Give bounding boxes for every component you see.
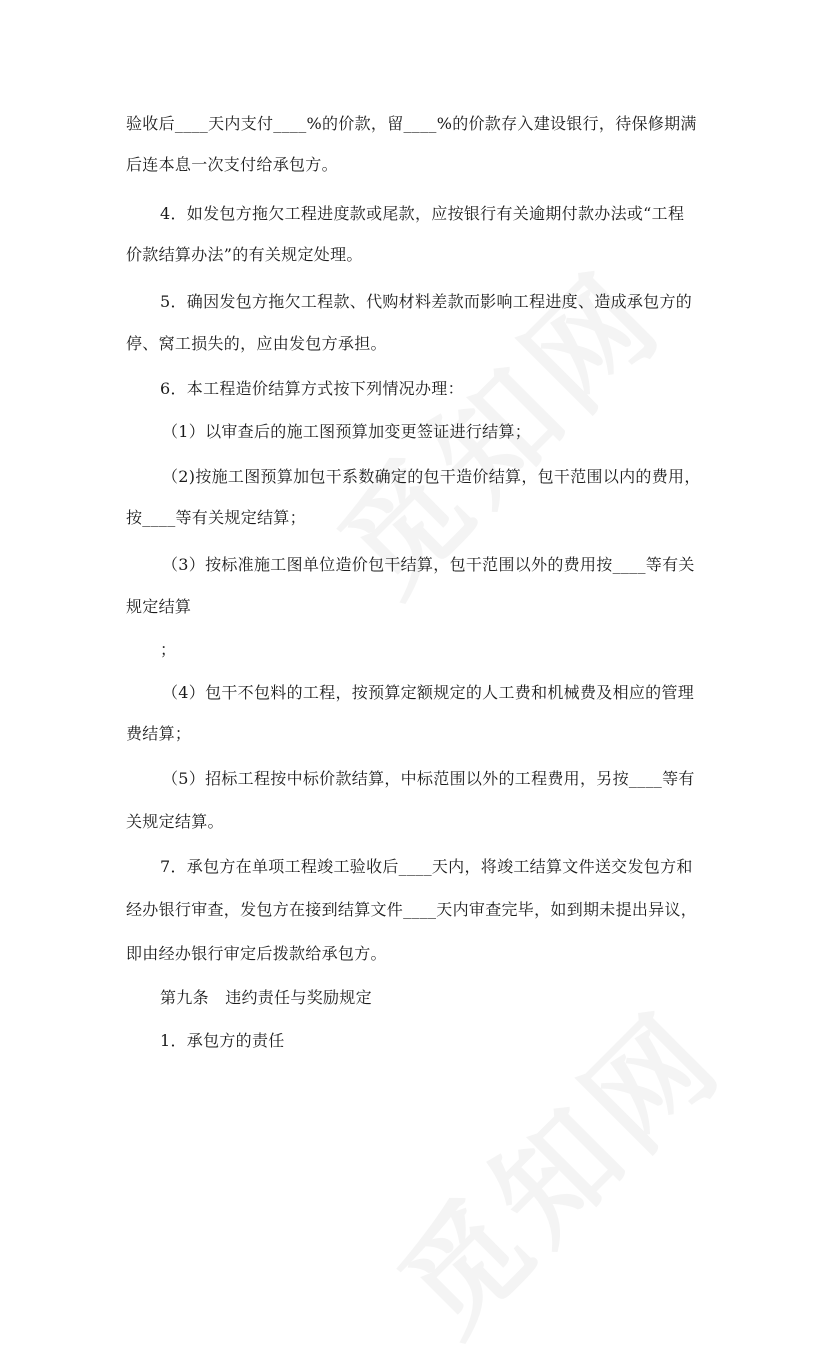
text-line: 验收后____天内支付____%的价款，留____%的价款存入建设银行，待保修期满	[126, 114, 697, 133]
text-line: 即由经办银行审定后拨款给承包方。	[126, 944, 387, 963]
text-line: 规定结算	[126, 597, 192, 616]
article-heading: 第九条 违约责任与奖励规定	[160, 988, 372, 1007]
text-line: 按____等有关规定结算；	[126, 508, 306, 527]
text-line: （4）包干不包料的工程，按预算定额规定的人工费和机械费及相应的管理	[162, 683, 695, 702]
text-line: （2)按施工图预算加包干系数确定的包干造价结算，包干范围以内的费用，	[162, 467, 701, 486]
text-line: 停、窝工损失的，应由发包方承担。	[126, 334, 387, 353]
watermark	[356, 967, 753, 1364]
text-line: 7．承包方在单项工程竣工验收后____天内，将竣工结算文件送交发包方和	[160, 857, 693, 876]
text-line: 经办银行审查，发包方在接到结算文件____天内审查完毕，如到期未提出异议，	[126, 900, 698, 919]
text-line: 6．本工程造价结算方式按下列情况办理：	[160, 379, 464, 398]
text-line: 关规定结算。	[126, 812, 224, 831]
text-line: （3）按标准施工图单位造价包干结算，包干范围以外的费用按____等有关	[162, 555, 695, 574]
text-line: （5）招标工程按中标价款结算，中标范围以外的工程费用，另按____等有	[162, 769, 695, 788]
text-line: ；	[160, 640, 177, 659]
text-line: 后连本息一次支付给承包方。	[126, 155, 338, 174]
text-line: 4．如发包方拖欠工程进度款或尾款，应按银行有关逾期付款办法或“工程	[160, 204, 685, 223]
text-line: 价款结算办法”的有关规定处理。	[126, 245, 363, 264]
text-line: 5．确因发包方拖欠工程款、代购材料差款而影响工程进度、造成承包方的	[160, 292, 693, 311]
section-heading: 1．承包方的责任	[160, 1031, 285, 1050]
text-line: 费结算；	[126, 724, 192, 743]
text-line: （1）以审查后的施工图预算加变更签证进行结算；	[162, 422, 532, 441]
